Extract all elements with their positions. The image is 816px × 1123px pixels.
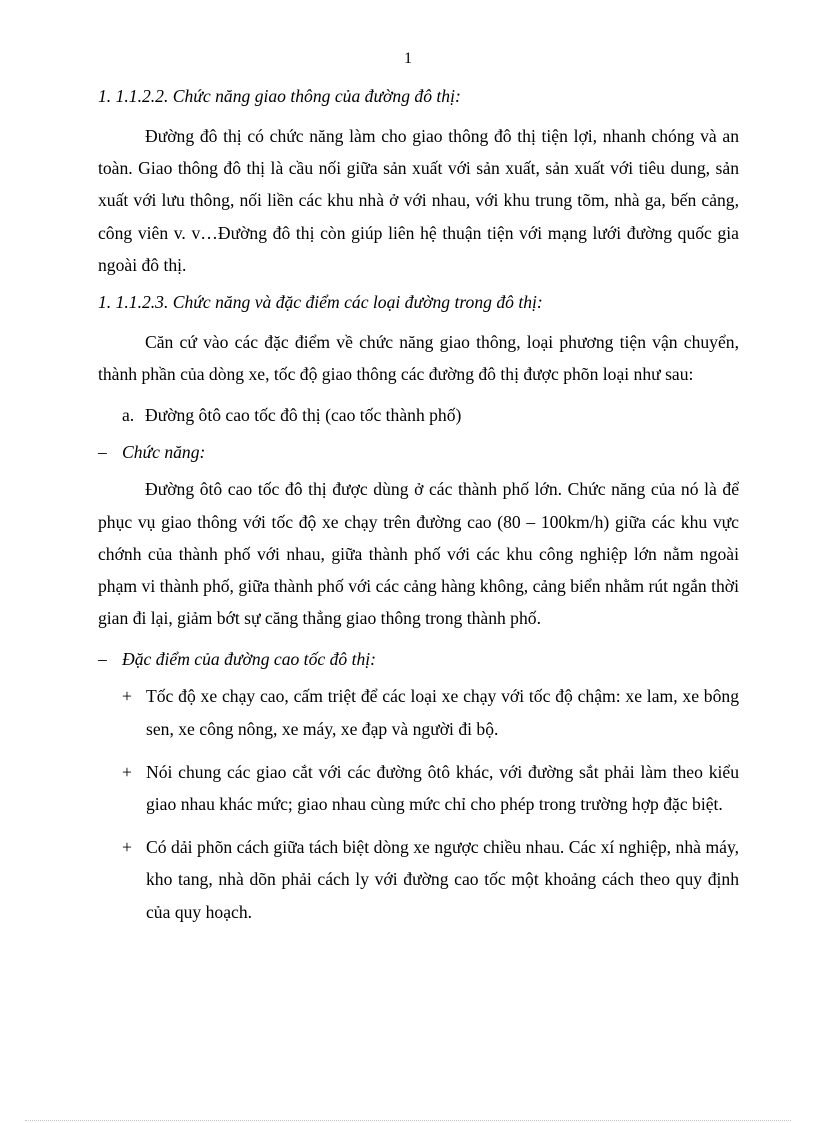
plus-marker: + [122, 761, 132, 782]
dash-item-function-text: Chức năng: [122, 442, 206, 463]
plus-marker: + [122, 837, 132, 858]
dash-marker: – [98, 442, 107, 463]
section-heading-1-1-1-2-3: 1. 1.1.2.3. Chức năng và đặc điểm các loại đường trong đô thị: [98, 292, 543, 313]
paragraph-expressway-function: Đường ôtô cao tốc đô thị được dùng ở các thành phố lớn. Chức năng của nó là để phục vụ giao thông với tốc độ xe chạy trên đường cao (80 – 100km/h) giữa các khu vực chớnh của thành phố với nhau, giữa thành phố với các khu công nghiệp lớn nằm ngoài phạm vi thành phố, giữa thành phố với các cảng hàng không, cảng biển nhằm rút ngắn thời gian đi lại, giảm bớt sự căng thẳng giao thông trong thành phố. [98, 479, 739, 629]
section-heading-1-1-1-2-2: 1. 1.1.2.2. Chức năng giao thông của đường đô thị: [98, 86, 461, 106]
page-bottom-divider [25, 1120, 791, 1121]
plus-item [98, 680, 739, 744]
plus-item-text: Có dải phõn cách giữa tách biệt dòng xe ngược chiều nhau. Các xí nghiệp, nhà máy, kho tang, nhà dõn phải cách ly với đường cao tốc một khoảng cách theo quy định của quy hoạch. [146, 837, 739, 922]
plus-marker: + [122, 686, 132, 707]
document-body [98, 84, 739, 939]
paragraph-traffic-function: Đường đô thị có chức năng làm cho giao thông đô thị tiện lợi, nhanh chóng và an toàn. Giao thông đô thị là cầu nối giữa sản xuất với sản xuất, sản xuất với tiêu dung, sản xuất với lưu thông, nối liền các khu nhà ở với nhau, với khu trung tõm, nhà ga, bến cảng, công viên v. v…Đường đô thị còn giúp liên hệ thuận tiện với mạng lưới đường quốc gia ngoài đô thị. [98, 126, 739, 275]
dash-item-function [98, 436, 739, 468]
list-item-a [98, 399, 739, 431]
plus-item [98, 756, 739, 820]
plus-item [98, 831, 739, 928]
dash-item-characteristics-text: Đặc điểm của đường cao tốc đô thị: [122, 649, 377, 670]
dash-item-characteristics [98, 643, 739, 675]
page-number: 1 [404, 50, 412, 67]
list-marker-a: a. [122, 405, 135, 426]
dash-marker: – [98, 649, 107, 670]
plus-item-text: Tốc độ xe chạy cao, cấm triệt để các loại xe chạy với tốc độ chậm: xe lam, xe bông sen, xe công nông, xe máy, xe đạp và người đi bộ. [146, 686, 739, 739]
plus-item-text: Nói chung các giao cắt với các đường ôtô khác, với đường sắt phải làm theo kiểu giao nhau khác mức; giao nhau cùng mức chỉ cho phép trong trường hợp đặc biệt. [146, 761, 739, 815]
paragraph-classification: Căn cứ vào các đặc điểm về chức năng giao thông, loại phương tiện vận chuyển, thành phần của dòng xe, tốc độ giao thông các đường đô thị được phõn loại như sau: [98, 332, 739, 385]
list-item-a-text: Đường ôtô cao tốc đô thị (cao tốc thành phố) [145, 405, 462, 426]
